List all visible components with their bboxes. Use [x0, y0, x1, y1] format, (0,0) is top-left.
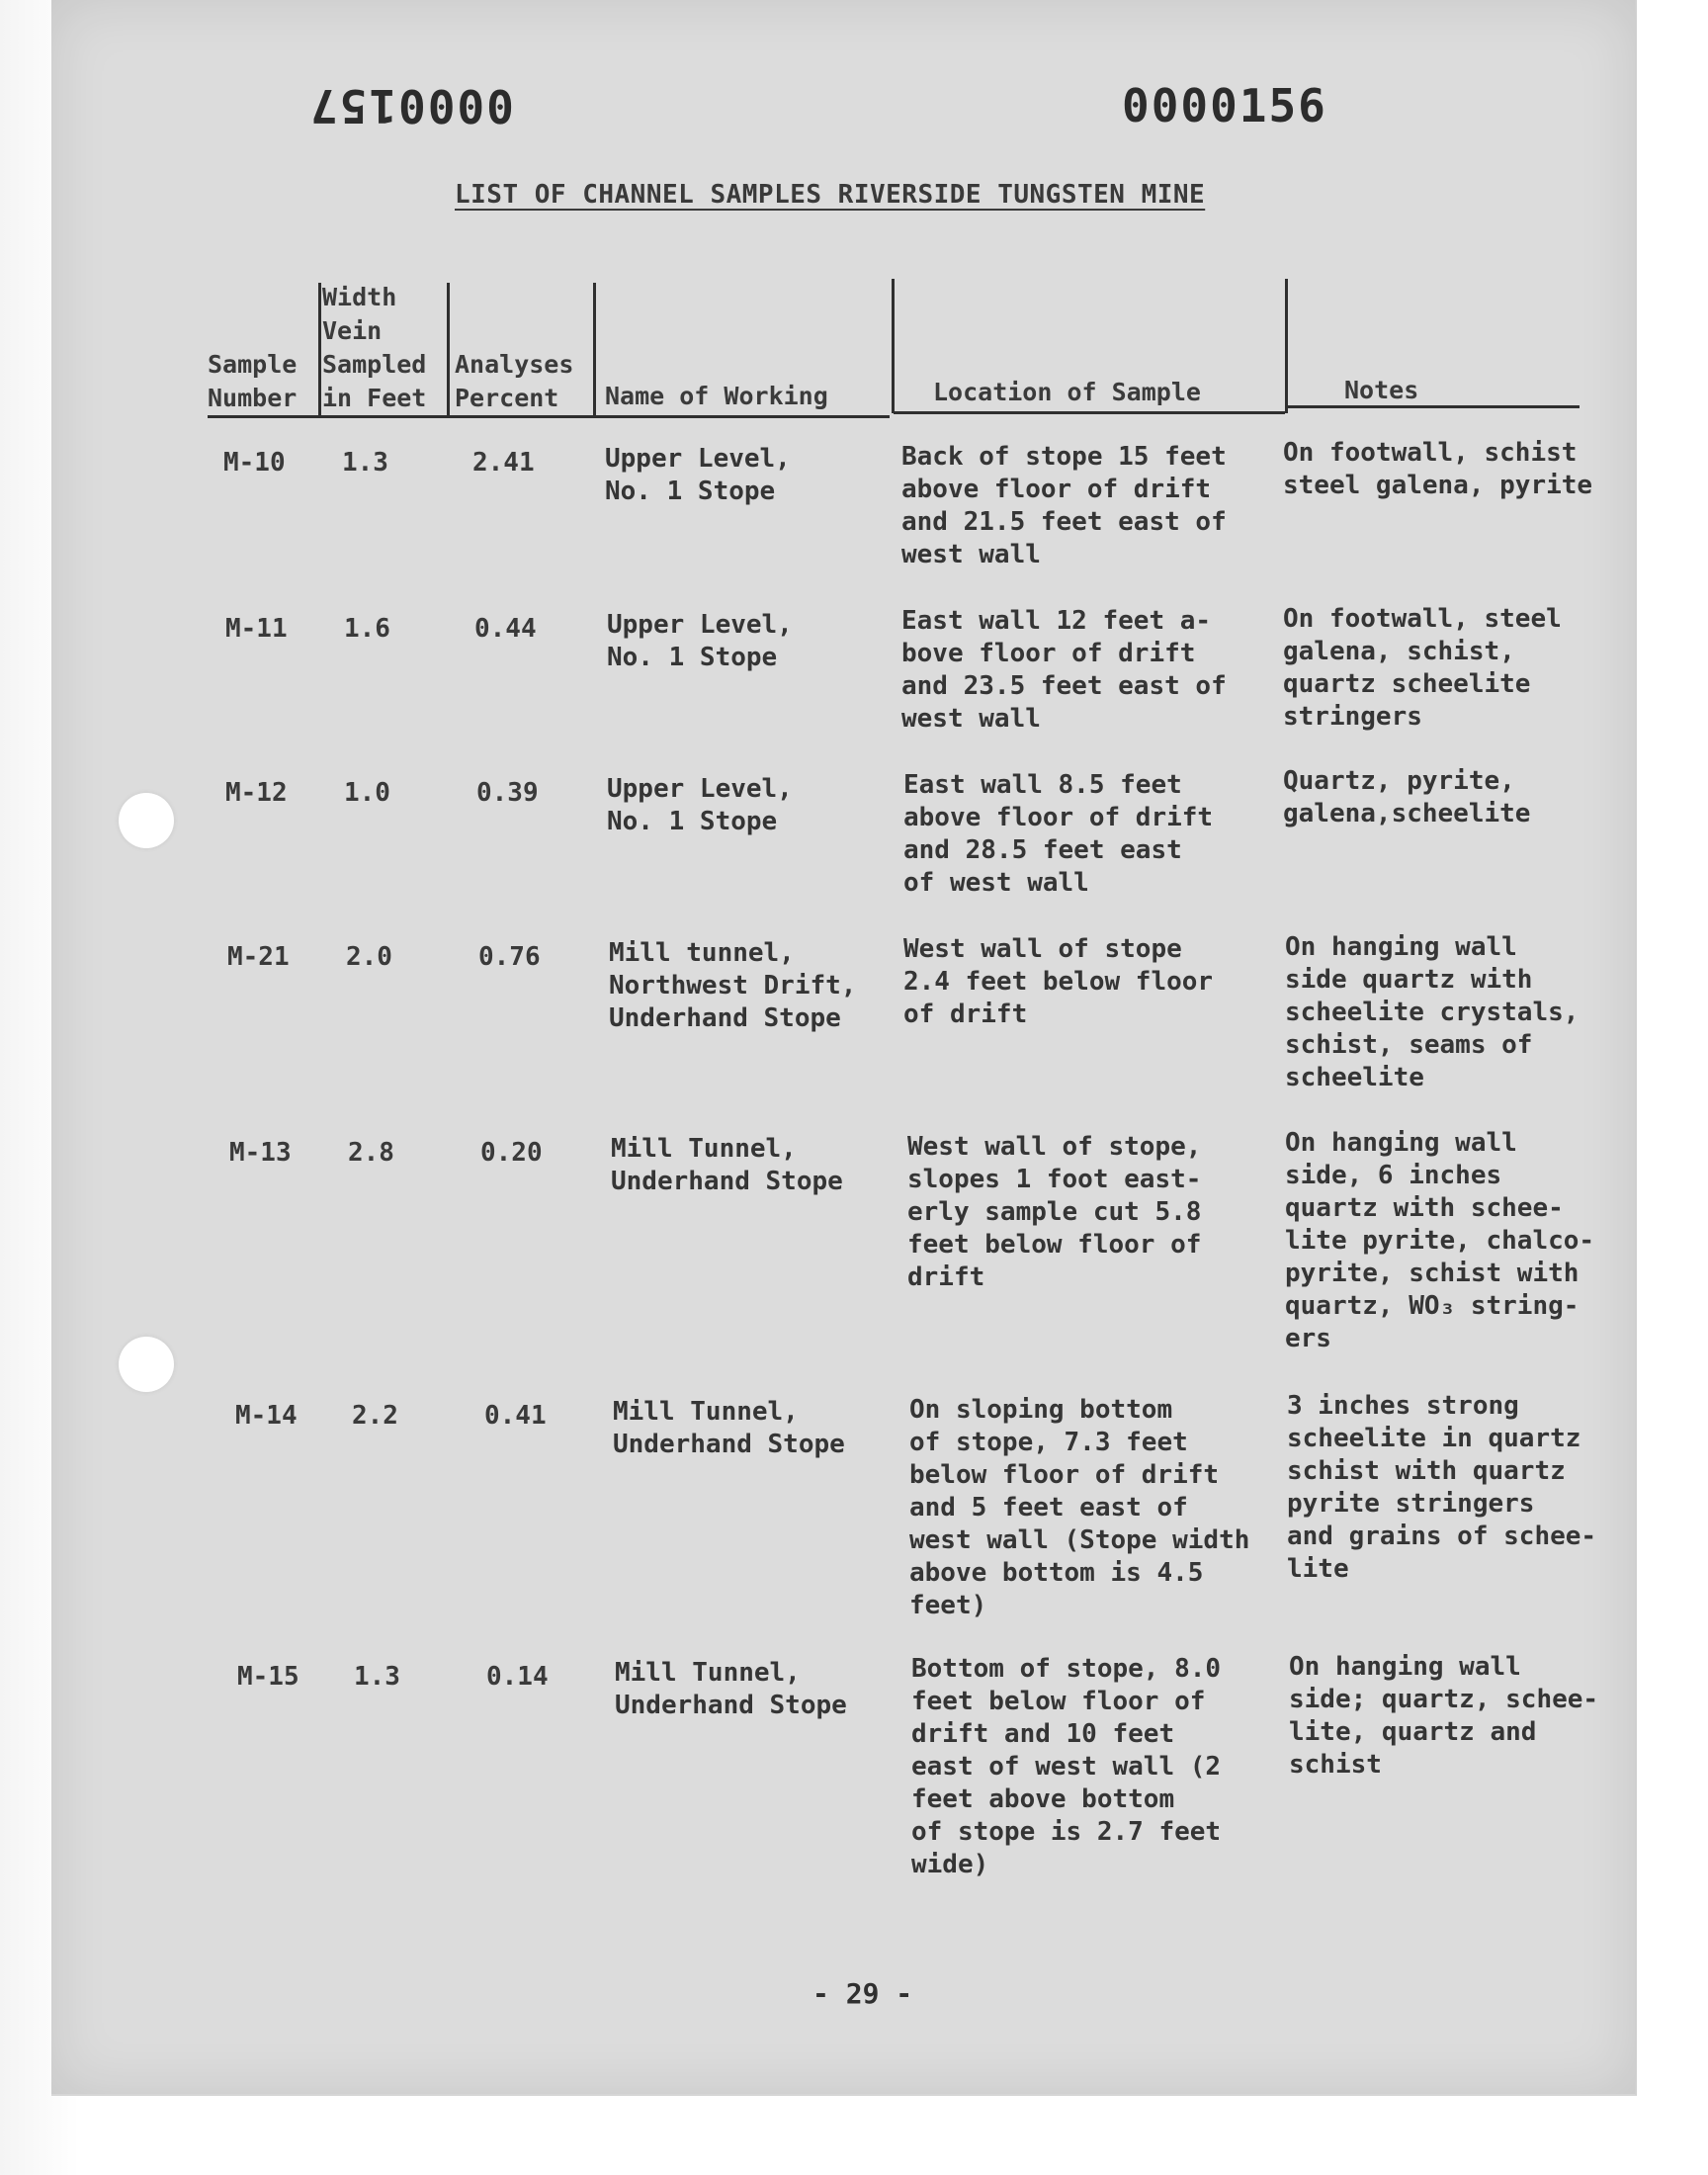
row-width: 2.0: [346, 942, 392, 972]
rule-v5: [1285, 279, 1288, 413]
row-notes: On hanging wall side; quartz, schee- lite, quartz and schist: [1289, 1652, 1599, 1780]
rule-v1: [318, 283, 321, 417]
row-notes: On footwall, steel galena, schist, quartz scheelite stringers: [1283, 604, 1562, 732]
row-location: East wall 8.5 feet above floor of drift and 28.5 feet east of west wall: [903, 770, 1214, 898]
row-notes: 3 inches strong scheelite in quartz schist with quartz pyrite stringers and grains of schee- lite: [1287, 1391, 1597, 1584]
rule-v2: [447, 283, 450, 417]
header-width: Width Vein Sampled in Feet: [322, 283, 427, 412]
row-notes: On hanging wall side, 6 inches quartz with schee- lite pyrite, chalco- pyrite, schist with quartz, WO₃ string- ers: [1285, 1128, 1595, 1353]
row-name-of-working: Upper Level, No. 1 Stope: [607, 610, 793, 672]
row-location: Bottom of stope, 8.0 feet below floor of drift and 10 feet east of west wall (2 feet above bottom of stope is 2.7 feet wide): [911, 1654, 1222, 1879]
row-analyses: 0.41: [484, 1401, 547, 1431]
row-name-of-working: Upper Level, No. 1 Stope: [607, 774, 793, 836]
row-width: 1.0: [344, 778, 390, 808]
header-sample-number: Sample Number: [208, 350, 298, 412]
row-notes: Quartz, pyrite, galena,scheelite: [1283, 766, 1531, 828]
row-analyses: 0.39: [476, 778, 539, 808]
row-sample-number: M-13: [229, 1138, 292, 1168]
row-location: West wall of stope, slopes 1 foot east- erly sample cut 5.8 feet below floor of drift: [907, 1132, 1202, 1292]
row-width: 1.3: [342, 448, 388, 478]
row-width: 1.3: [354, 1662, 400, 1692]
header-name-of-working: Name of Working: [605, 382, 828, 410]
row-sample-number: M-11: [225, 614, 288, 644]
document-stamp-right: 0000156: [1122, 79, 1327, 132]
row-name-of-working: Mill Tunnel, Underhand Stope: [611, 1134, 843, 1196]
row-sample-number: M-14: [235, 1401, 298, 1431]
row-width: 2.8: [348, 1138, 394, 1168]
row-name-of-working: Upper Level, No. 1 Stope: [605, 444, 791, 506]
page-number: - 29 -: [812, 1977, 913, 2010]
row-analyses: 2.41: [472, 448, 535, 478]
rule-header-left: [208, 415, 890, 418]
punch-hole-top: [119, 793, 174, 848]
row-location: Back of stope 15 feet above floor of drift and 21.5 feet east of west wall: [901, 442, 1227, 569]
row-location: On sloping bottom of stope, 7.3 feet below floor of drift and 5 feet east of west wall (Stope width above bottom is 4.5 feet): [909, 1395, 1250, 1620]
header-analyses: Analyses Percent: [455, 350, 574, 412]
row-analyses: 0.76: [478, 942, 541, 972]
rule-header-right: [1287, 405, 1580, 408]
rule-v4: [892, 279, 895, 413]
row-name-of-working: Mill tunnel, Northwest Drift, Underhand Stope: [609, 938, 857, 1033]
row-location: East wall 12 feet a- bove floor of drift and 23.5 feet east of west wall: [901, 606, 1227, 734]
row-width: 2.2: [352, 1401, 398, 1431]
row-width: 1.6: [344, 614, 390, 644]
row-notes: On hanging wall side quartz with scheelite crystals, schist, seams of scheelite: [1285, 932, 1580, 1092]
punch-hole-bottom: [119, 1337, 174, 1392]
document-stamp-left: 0000157: [308, 79, 514, 132]
row-name-of-working: Mill Tunnel, Underhand Stope: [615, 1658, 847, 1720]
document-title: LIST OF CHANNEL SAMPLES RIVERSIDE TUNGSTEN MINE: [455, 180, 1206, 210]
row-analyses: 0.20: [480, 1138, 543, 1168]
row-notes: On footwall, schist steel galena, pyrite: [1283, 438, 1593, 500]
rule-v3: [593, 283, 596, 417]
row-name-of-working: Mill Tunnel, Underhand Stope: [613, 1397, 845, 1459]
row-sample-number: M-10: [223, 448, 286, 478]
header-notes: Notes: [1344, 376, 1419, 404]
row-analyses: 0.14: [486, 1662, 549, 1692]
row-sample-number: M-15: [237, 1662, 299, 1692]
row-sample-number: M-12: [225, 778, 288, 808]
header-location: Location of Sample: [933, 378, 1201, 406]
rule-header-mid: [894, 411, 1285, 414]
row-location: West wall of stope 2.4 feet below floor of drift: [903, 934, 1214, 1029]
row-sample-number: M-21: [227, 942, 290, 972]
row-analyses: 0.44: [474, 614, 537, 644]
